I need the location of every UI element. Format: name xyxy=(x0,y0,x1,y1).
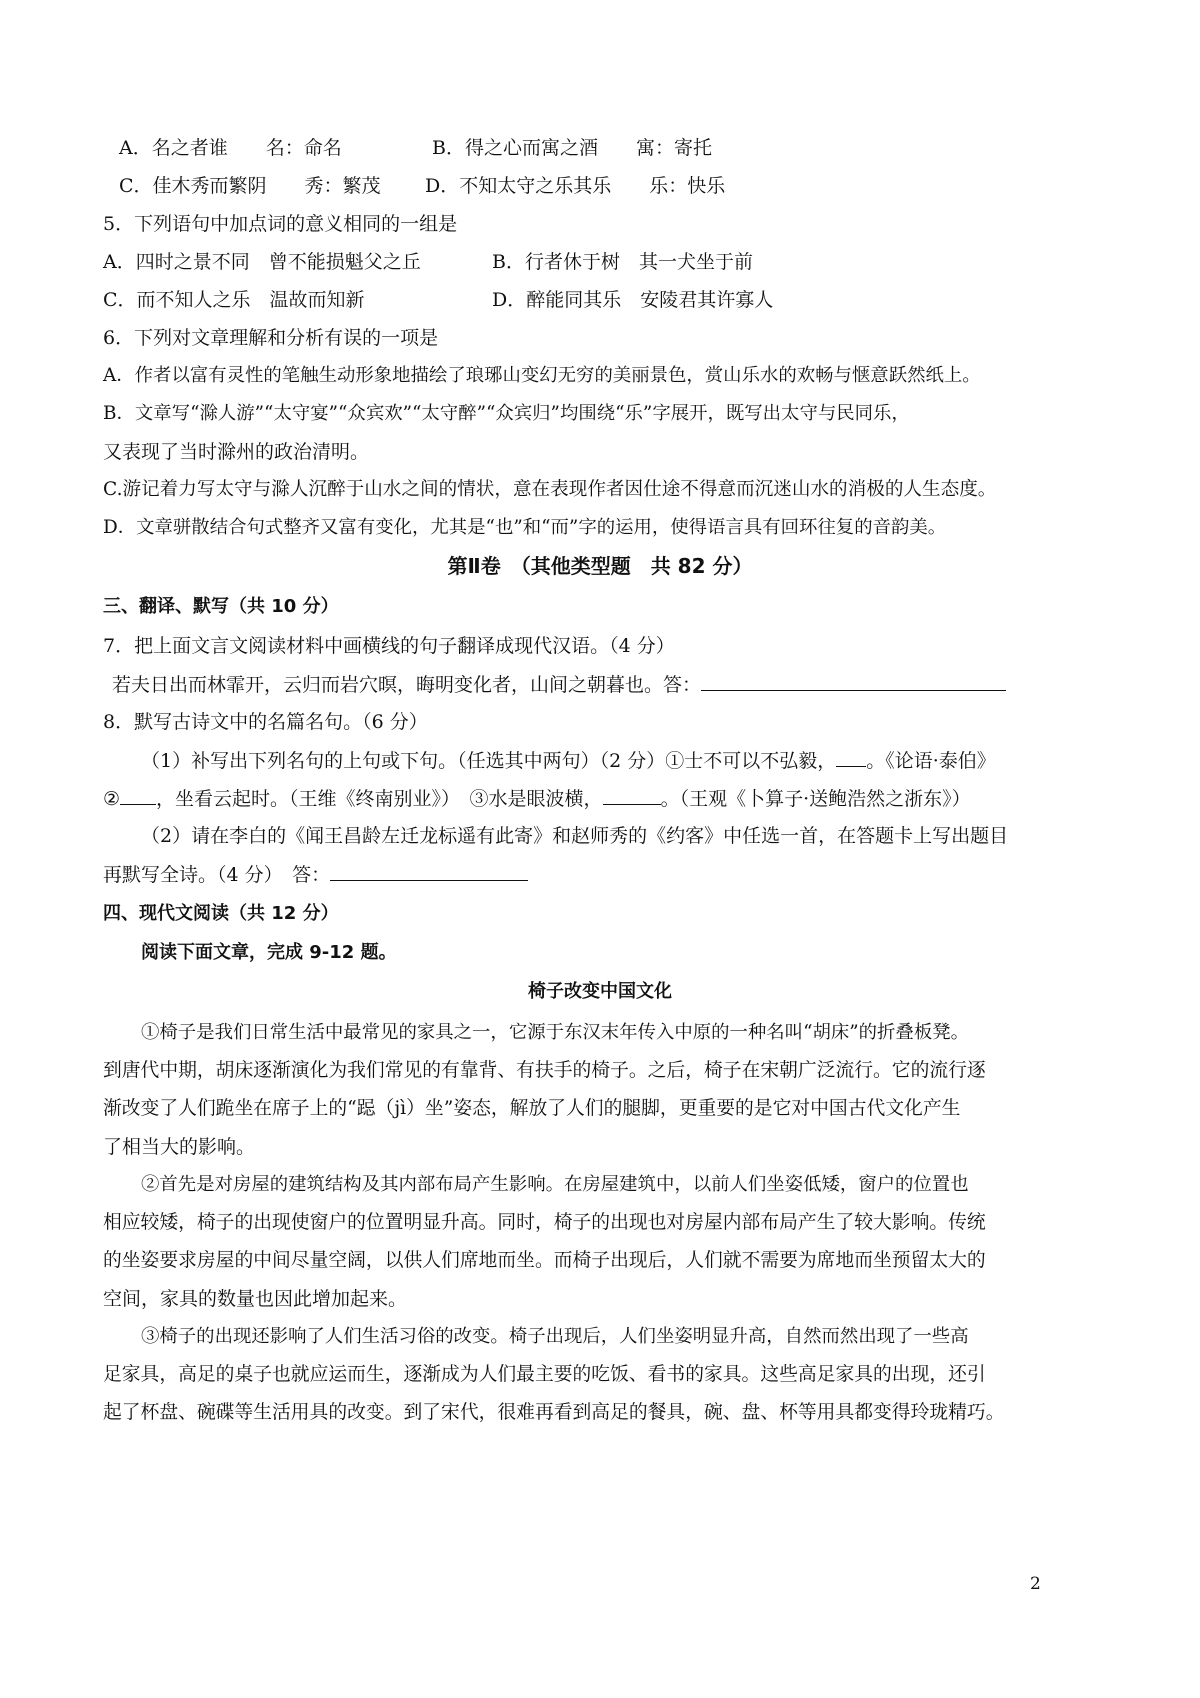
q8-part2-line2 xyxy=(103,862,528,887)
section3-title: 三、翻译、默写（共 10 分） xyxy=(103,596,339,617)
q8-part1-line2 xyxy=(103,786,971,811)
q5-option-c: C．而不知人之乐 温故而知新 xyxy=(103,289,365,311)
q8-circle-2: ② xyxy=(103,788,121,810)
q8-blank-1[interactable] xyxy=(836,748,866,767)
page-number: 2 xyxy=(1030,1574,1041,1594)
q4-option-d: D．不知太守之乐其乐 乐：快乐 xyxy=(425,175,726,197)
q8-blank-2[interactable] xyxy=(120,786,156,805)
q4-option-c: C．佳木秀而繁阴 秀：繁茂 xyxy=(119,175,381,197)
article-p3-line3: 起了杯盘、碗碟等生活用具的改变。到了宋代，很难再看到高足的餐具，碗、盘、杯等用具都变得玲珑精巧。 xyxy=(103,1402,1005,1423)
q7-sentence xyxy=(112,672,1006,697)
q6-option-a: A．作者以富有灵性的笔触生动形象地描绘了琅琊山变幻无穷的美丽景色，赏山乐水的欢畅与惬意跃然纸上。 xyxy=(103,365,981,386)
q8-stem: 8．默写古诗文中的名篇名句。（6 分） xyxy=(103,711,428,733)
section4-title: 四、现代文阅读（共 12 分） xyxy=(103,903,339,924)
q8-part1-source: 。《论语·泰伯》 xyxy=(866,750,996,772)
q6-option-b-line1: B．文章写“滁人游”“太守宴”“众宾欢”“太守醉”“众宾归”均围绕“乐”字展开，既写出太守与民同乐， xyxy=(103,403,910,424)
article-p3-line2: 足家具，高足的桌子也就应运而生，逐渐成为人们最主要的吃饭、看书的家具。这些高足家具的出现，还引 xyxy=(103,1364,986,1385)
part2-title: 第Ⅱ卷 （其他类型题 共 82 分） xyxy=(447,554,753,578)
q5-option-a: A．四时之景不同 曾不能损魁父之丘 xyxy=(103,251,421,273)
q7-sentence-text: 若夫日出而林霏开，云归而岩穴暝，晦明变化者，山间之朝暮也。答： xyxy=(112,674,702,696)
q6-option-b-line2: 又表现了当时滁州的政治清明。 xyxy=(103,441,370,463)
q4-option-a: A．名之者谁 名：命名 xyxy=(119,137,342,159)
section4-instruction: 阅读下面文章，完成 9-12 题。 xyxy=(141,942,397,963)
q5-option-d: D．醉能同其乐 安陵君其许寡人 xyxy=(492,289,774,311)
article-p2-line3: 的坐姿要求房屋的中间尽量空阔，以供人们席地而坐。而椅子出现后，人们就不需要为席地而坐预留太大的 xyxy=(103,1250,986,1271)
q8-blank-3[interactable] xyxy=(603,786,661,805)
article-p1-line3: 渐改变了人们跪坐在席子上的“跽（jì）坐”姿态，解放了人们的腿脚，更重要的是它对中国古代文化产生 xyxy=(103,1098,961,1119)
q6-option-d: D．文章骈散结合句式整齐又富有变化，尤其是“也”和“而”字的运用，使得语言具有回环往复的音韵美。 xyxy=(103,517,947,538)
q8-part2-text: 再默写全诗。（4 分） 答： xyxy=(103,864,331,886)
q6-stem: 6．下列对文章理解和分析有误的一项是 xyxy=(103,327,439,349)
q5-option-b: B．行者休于树 其一犬坐于前 xyxy=(492,251,753,273)
q8-line2-mid: ，坐看云起时。（王维《终南别业》） ③水是眼波横， xyxy=(156,788,603,810)
q8-part1-text: （1）补写出下列名句的上句或下句。（任选其中两句）（2 分）①士不可以不弘毅， xyxy=(141,750,837,772)
q8-part2-line1: （2）请在李白的《闻王昌龄左迁龙标遥有此寄》和赵师秀的《约客》中任选一首，在答题卡上写出题目 xyxy=(141,825,1009,847)
article-p2-line4: 空间，家具的数量也因此增加起来。 xyxy=(103,1288,408,1310)
article-title: 椅子改变中国文化 xyxy=(528,981,672,1002)
article-p2-line1: ②首先是对房屋的建筑结构及其内部布局产生影响。在房屋建筑中，以前人们坐姿低矮，窗户的位置也 xyxy=(141,1174,969,1195)
article-p2-line2: 相应较矮，椅子的出现使窗户的位置明显升高。同时，椅子的出现也对房屋内部布局产生了较大影响。传统 xyxy=(103,1212,986,1233)
q7-stem: 7．把上面文言文阅读材料中画横线的句子翻译成现代汉语。（4 分） xyxy=(103,635,675,657)
q8-line2-source: 。（王观《卜算子·送鲍浩然之浙东》） xyxy=(660,788,971,810)
article-p1-line2: 到唐代中期，胡床逐渐演化为我们常见的有靠背、有扶手的椅子。之后，椅子在宋朝广泛流行。它的流行逐 xyxy=(103,1060,986,1081)
q7-answer-blank[interactable] xyxy=(701,672,1006,691)
q4-option-b: B．得之心而寓之酒 寓：寄托 xyxy=(432,137,712,159)
q6-option-c: C.游记着力写太守与滁人沉醉于山水之间的情状，意在表现作者因仕途不得意而沉迷山水的消极的人生态度。 xyxy=(103,479,997,500)
q8-part1-line1 xyxy=(141,748,996,773)
article-p1-line1: ①椅子是我们日常生活中最常见的家具之一，它源于东汉末年传入中原的一种名叫“胡床”的折叠板凳。 xyxy=(141,1022,969,1043)
q8-answer-blank[interactable] xyxy=(330,862,528,881)
article-p1-line4: 了相当大的影响。 xyxy=(103,1136,256,1158)
q5-stem: 5．下列语句中加点词的意义相同的一组是 xyxy=(103,213,458,235)
article-p3-line1: ③椅子的出现还影响了人们生活习俗的改变。椅子出现后，人们坐姿明显升高，自然而然出现了一些高 xyxy=(141,1326,969,1347)
